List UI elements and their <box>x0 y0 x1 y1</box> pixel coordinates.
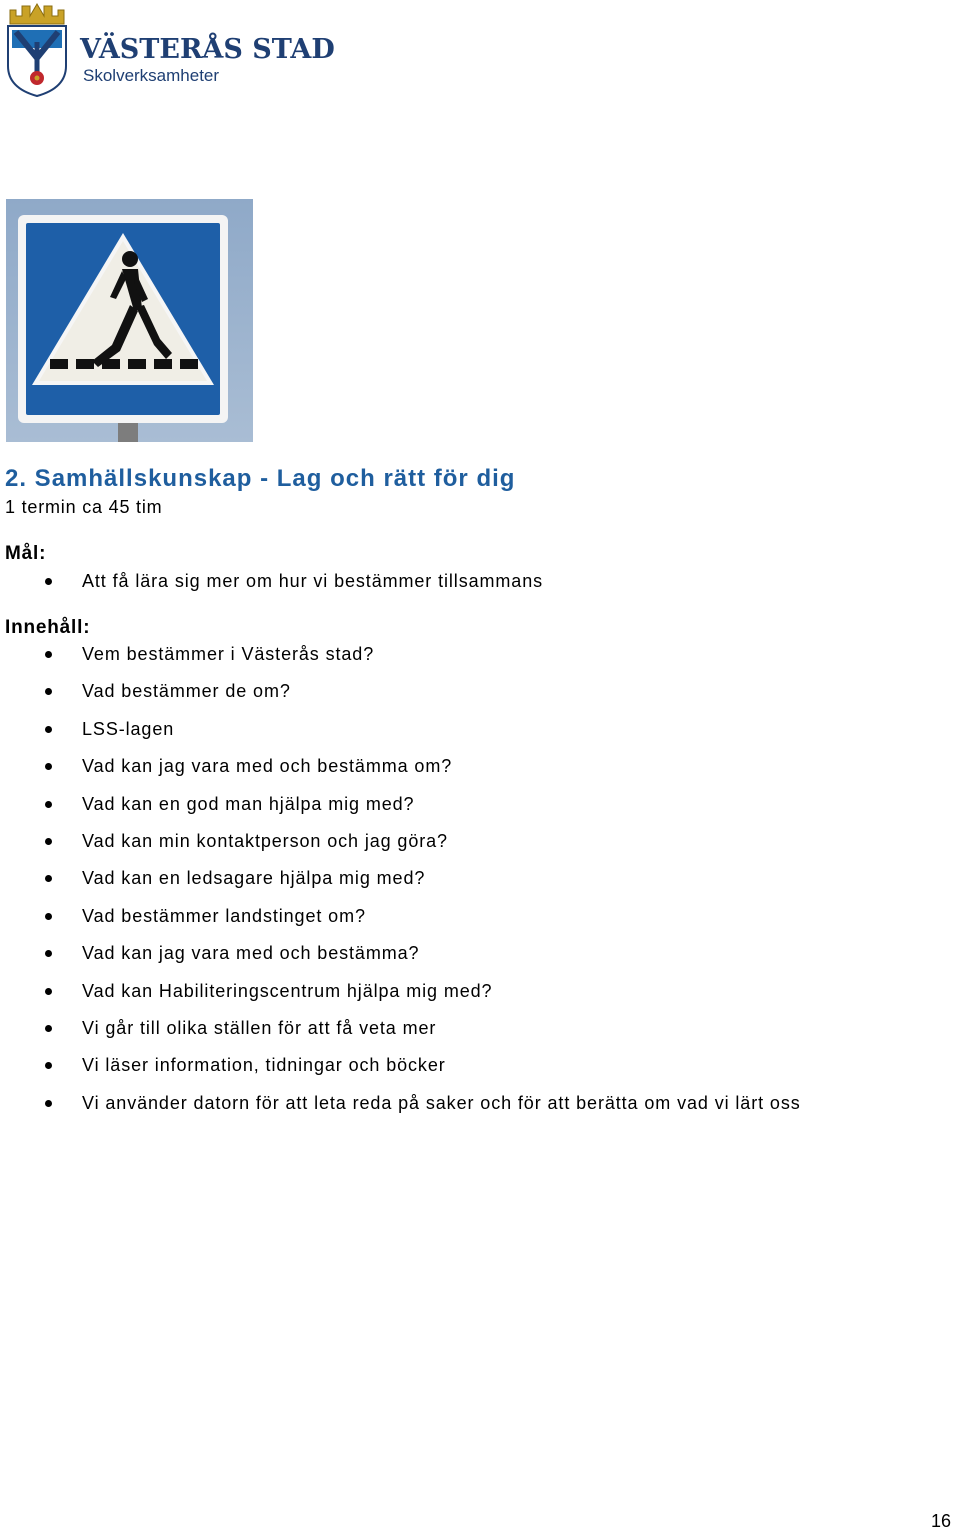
list-item-text: Att få lära sig mer om hur vi bestämmer tillsammans <box>82 571 544 591</box>
goals-label: Mål: <box>5 543 47 564</box>
bullet-icon <box>45 578 52 585</box>
bullet-icon <box>45 801 52 808</box>
logo-title: VÄSTERÅS STAD <box>80 34 335 65</box>
list-item-text: Vi läser information, tidningar och böcker <box>82 1055 446 1076</box>
list-item <box>0 906 801 943</box>
bullet-icon <box>45 838 52 845</box>
list-item-text: Vem bestämmer i Västerås stad? <box>82 644 375 664</box>
city-crest-icon <box>4 2 70 98</box>
logo-subtitle: Skolverksamheter <box>83 66 220 85</box>
bullet-icon <box>45 1100 52 1107</box>
list-item <box>0 943 801 980</box>
list-item-text: Vad kan jag vara med och bestämma? <box>82 943 420 964</box>
bullet-icon <box>45 688 52 695</box>
list-item <box>0 794 801 831</box>
list-item-text: Vi använder datorn för att leta reda på saker och för att berätta om vad vi lärt oss <box>82 1092 801 1113</box>
bullet-icon <box>45 875 52 882</box>
list-item-text: Vad kan Habiliteringscentrum hjälpa mig med? <box>82 980 493 1001</box>
list-item <box>0 644 801 681</box>
pedestrian-crossing-sign-icon <box>6 199 253 442</box>
list-item-text: Vad kan en ledsagare hjälpa mig med? <box>82 868 426 889</box>
list-item <box>0 756 801 793</box>
list-item-text: Vad kan jag vara med och bestämma om? <box>82 756 453 777</box>
bullet-icon <box>45 913 52 920</box>
list-item-text: Vi går till olika ställen för att få veta mer <box>82 1017 437 1038</box>
list-item-text: Vad bestämmer de om? <box>82 681 291 702</box>
content-list <box>0 644 801 1130</box>
list-item-text: Vad bestämmer landstinget om? <box>82 905 366 926</box>
bullet-icon <box>45 763 52 770</box>
bullet-icon <box>45 950 52 957</box>
list-item-text: LSS-lagen <box>82 718 175 739</box>
course-duration: 1 termin ca 45 tim <box>5 497 163 517</box>
list-item <box>0 571 543 608</box>
list-item <box>0 831 801 868</box>
list-item-text: Vad kan en god man hjälpa mig med? <box>82 793 415 814</box>
bullet-icon <box>45 1025 52 1032</box>
list-item <box>0 1055 801 1092</box>
list-item <box>0 1018 801 1055</box>
content-label: Innehåll: <box>5 617 91 638</box>
list-item <box>0 981 801 1018</box>
page-number: 16 <box>931 1511 952 1531</box>
list-item <box>0 868 801 905</box>
vasteras-stad-logo <box>4 2 335 98</box>
page-title: 2. Samhällskunskap - Lag och rätt för dig <box>5 465 516 492</box>
list-item-text: Vad kan min kontaktperson och jag göra? <box>82 830 448 851</box>
goals-list <box>0 571 543 608</box>
bullet-icon <box>45 1062 52 1069</box>
bullet-icon <box>45 988 52 995</box>
list-item <box>0 719 801 756</box>
list-item <box>0 681 801 718</box>
bullet-icon <box>45 651 52 658</box>
list-item <box>0 1093 801 1130</box>
bullet-icon <box>45 726 52 733</box>
pedestrian-crossing-photo <box>6 199 253 442</box>
